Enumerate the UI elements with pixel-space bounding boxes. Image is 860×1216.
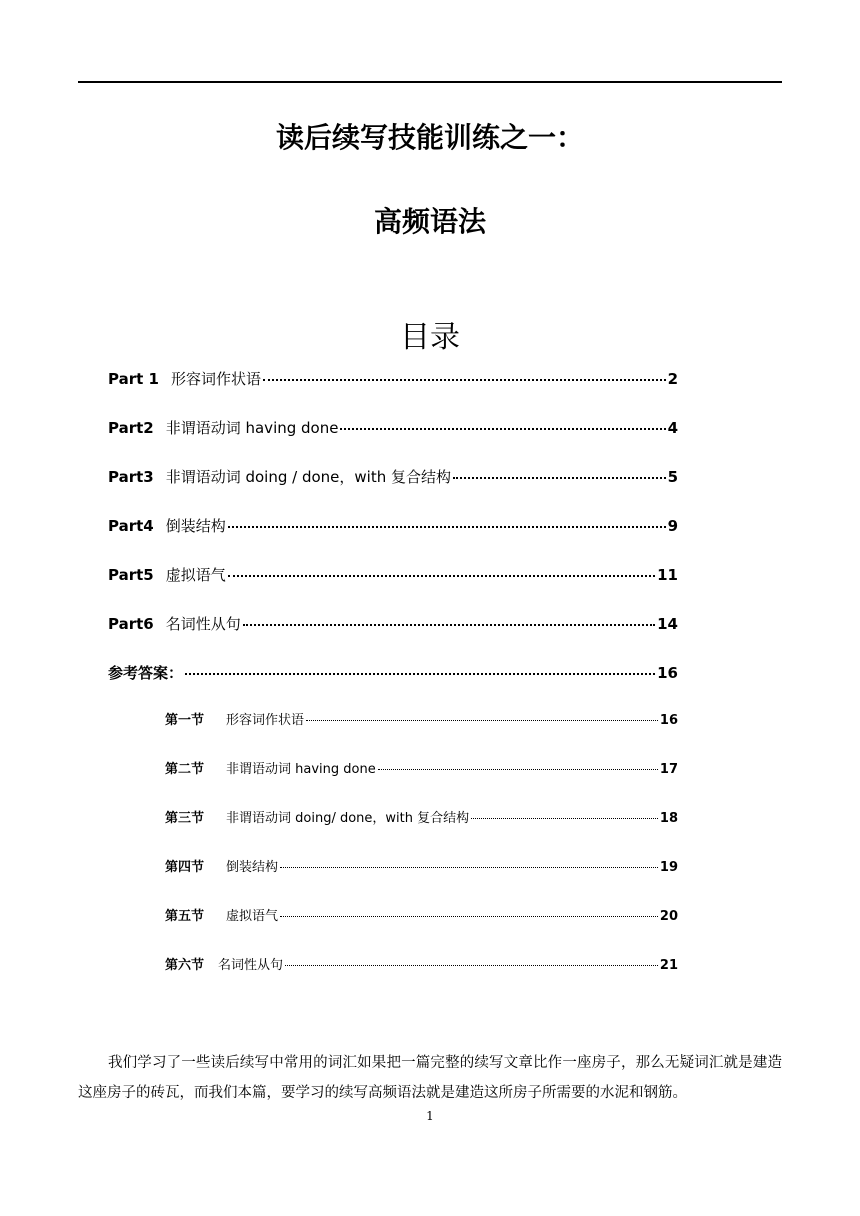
toc-part-label: Part5 — [108, 566, 154, 584]
toc-entry-title: 倒装结构 — [165, 517, 226, 535]
toc-page-number: 9 — [667, 517, 678, 535]
toc-section-label: 第四节 — [165, 860, 205, 875]
toc-leader-dots — [228, 575, 655, 577]
intro-paragraph: 我们学习了一些读后续写中常用的词汇如果把一篇完整的续写文章比作一座房子，那么无疑词汇就是建造这座房子的砖瓦，而我们本篇，要学习的续写高频语法就是建造这所房子所需要的水泥和钢筋。 — [78, 1055, 782, 1101]
toc-entry-part3[interactable] — [108, 466, 678, 488]
toc-section-label: 第二节 — [165, 762, 205, 777]
toc-entry-answers[interactable] — [108, 662, 678, 684]
toc-entry-title: 形容词作状语 — [170, 370, 261, 388]
toc-page-number: 5 — [667, 468, 678, 486]
toc-page-number: 4 — [667, 419, 678, 437]
toc-page-number: 21 — [659, 958, 678, 973]
toc-section-label: 第三节 — [165, 811, 205, 826]
toc-subentry-section6[interactable] — [165, 956, 678, 976]
toc-entry-title: 参考答案： — [108, 664, 184, 682]
toc-subentry-title: 倒装结构 — [226, 860, 279, 875]
toc-entry-part5[interactable] — [108, 564, 678, 586]
toc-subentry-section3[interactable] — [165, 809, 678, 829]
toc-part-label: Part6 — [108, 615, 154, 633]
toc-subentry-title: 虚拟语气 — [226, 909, 279, 924]
toc-subentry-section4[interactable] — [165, 858, 678, 878]
toc-leader-dots — [285, 965, 658, 966]
toc-page-number: 20 — [659, 909, 678, 924]
toc-subentry-title: 名词性从句 — [218, 958, 284, 973]
toc-part-label: Part3 — [108, 468, 154, 486]
toc-subentry-title: 形容词作状语 — [226, 713, 305, 728]
toc-leader-dots — [453, 477, 666, 479]
document-subtitle: 高频语法 — [373, 205, 486, 238]
toc-page-number: 16 — [657, 664, 678, 682]
toc-subentry-section1[interactable] — [165, 711, 678, 731]
toc-entry-title: 非谓语动词 having done — [165, 419, 339, 437]
toc-entry-part4[interactable] — [108, 515, 678, 537]
toc-part-label: Part 1 — [108, 370, 159, 388]
top-rule — [78, 81, 782, 83]
toc-heading: 目录 — [400, 320, 460, 355]
toc-page-number: 14 — [657, 615, 678, 633]
toc-leader-dots — [243, 624, 655, 626]
toc-section-label: 第六节 — [165, 958, 205, 973]
toc-leader-dots — [228, 526, 666, 528]
toc-leader-dots — [280, 916, 658, 917]
toc-part-label: Part4 — [108, 517, 154, 535]
toc-leader-dots — [378, 769, 658, 770]
toc-section-label: 第五节 — [165, 909, 205, 924]
toc-entry-part1[interactable] — [108, 368, 678, 390]
toc-section-label: 第一节 — [165, 713, 205, 728]
toc-subentry-section2[interactable] — [165, 760, 678, 780]
toc-page-number: 18 — [659, 811, 678, 826]
toc-subentry-section5[interactable] — [165, 907, 678, 927]
toc-leader-dots — [280, 867, 658, 868]
toc-entry-part6[interactable] — [108, 613, 678, 635]
toc-page-number: 19 — [659, 860, 678, 875]
toc-leader-dots — [340, 428, 665, 430]
toc-entry-title: 名词性从句 — [165, 615, 241, 633]
toc-leader-dots — [185, 673, 655, 675]
toc-entry-part2[interactable] — [108, 417, 678, 439]
toc-page-number: 17 — [659, 762, 678, 777]
toc-subentry-title: 非谓语动词 having done — [226, 762, 376, 777]
toc-subentry-title: 非谓语动词 doing/ done，with 复合结构 — [226, 811, 470, 826]
toc-page-number: 2 — [667, 370, 678, 388]
toc-page-number: 11 — [657, 566, 678, 584]
toc-leader-dots — [306, 720, 658, 721]
toc-entry-title: 虚拟语气 — [165, 566, 226, 584]
toc-part-label: Part2 — [108, 419, 154, 437]
document-title: 读后续写技能训练之一： — [275, 121, 584, 154]
page-number: 1 — [426, 1109, 434, 1123]
toc-page-number: 16 — [659, 713, 678, 728]
toc-entry-title: 非谓语动词 doing / done，with 复合结构 — [165, 468, 451, 486]
toc-leader-dots — [471, 818, 658, 819]
toc-leader-dots — [263, 379, 666, 381]
